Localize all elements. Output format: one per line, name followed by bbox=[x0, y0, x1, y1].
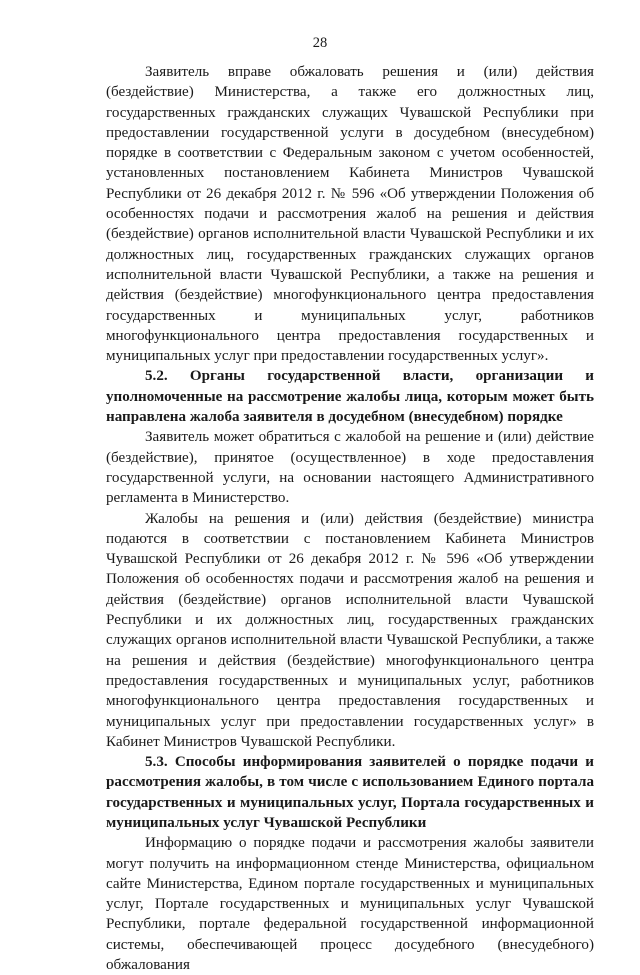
document-body bbox=[106, 62, 594, 975]
section-heading-5-3: 5.3. Способы информирования заявителей о порядке подачи и рассмотрения жалобы, в том числе с использованием Единого портала государственных и муниципальных услуг, Портала государственных и муниципальных услуг Чувашской Республики bbox=[106, 754, 594, 831]
paragraph-information-ways: Информацию о порядке подачи и рассмотрения жалобы заявители могут получить на информационном стенде Министерства, официальном сайте Министерства, Едином портале государственных и муниципальных услуг, Портале государственных и муниципальных услуг Чувашской Республики, портале федеральной государственной информационной системы, обеспечивающей процесс досудебного (внесудебного) обжалования bbox=[106, 835, 594, 974]
section-heading-5-2: 5.2. Органы государственной власти, организации и уполномоченные на рассмотрение жалобы лица, которым может быть направлена жалоба заявителя в досудебном (внесудебном) порядке bbox=[106, 368, 594, 426]
paragraph-appeal-right: Заявитель вправе обжаловать решения и (или) действия (бездействие) Министерства, а также его должностных лиц, государственных гражданских служащих Чувашской Республики при предоставлении государственной услуги в досудебном (внесудебном) порядке в соответствии с Федеральным законом с учетом особенностей, установленных постановлением Кабинета Министров Чувашской Республики от 26 декабря 2012 г. № 596 «Об утверждении Положения об особенностях подачи и рассмотрения жалоб на решения и действия (бездействие) органов исполнительной власти Чувашской Республики и их должностных лиц, государственных гражданских служащих органов исполнительной власти Чувашской Республики, а также на решения и действия (бездействие) многофункционального центра предоставления государственных и муниципальных услуг, работников многофункционального центра предоставления государственных и муниципальных услуг при предоставлении государственных услуг». bbox=[106, 64, 594, 365]
paragraph-complaint-to-ministry: Заявитель может обратиться с жалобой на решение и (или) действие (бездействие), принятое (осуществленное) в ходе предоставления государственной услуги, на основании настоящего Административного регламента в Министерство. bbox=[106, 429, 594, 507]
paragraph-complaint-to-cabinet: Жалобы на решения и (или) действия (бездействие) министра подаются в соответствии с постановлением Кабинета Министров Чувашской Республики от 26 декабря 2012 г. № 596 «Об утверждении Положения об особенностях подачи и рассмотрения жалоб на решения и действия (бездействие) органов исполнительной власти Чувашской Республики и их должностных лиц, государственных гражданских служащих органов исполнительной власти Чувашской Республики, а также на решения и действия (бездействие) многофункционального центра предоставления государственных и муниципальных услуг, работников многофункционального центра предоставления государственных и муниципальных услуг при предоставлении государственных услуг» в Кабинет Министров Чувашской Республики. bbox=[106, 510, 594, 750]
page-number: 28 bbox=[312, 35, 328, 51]
